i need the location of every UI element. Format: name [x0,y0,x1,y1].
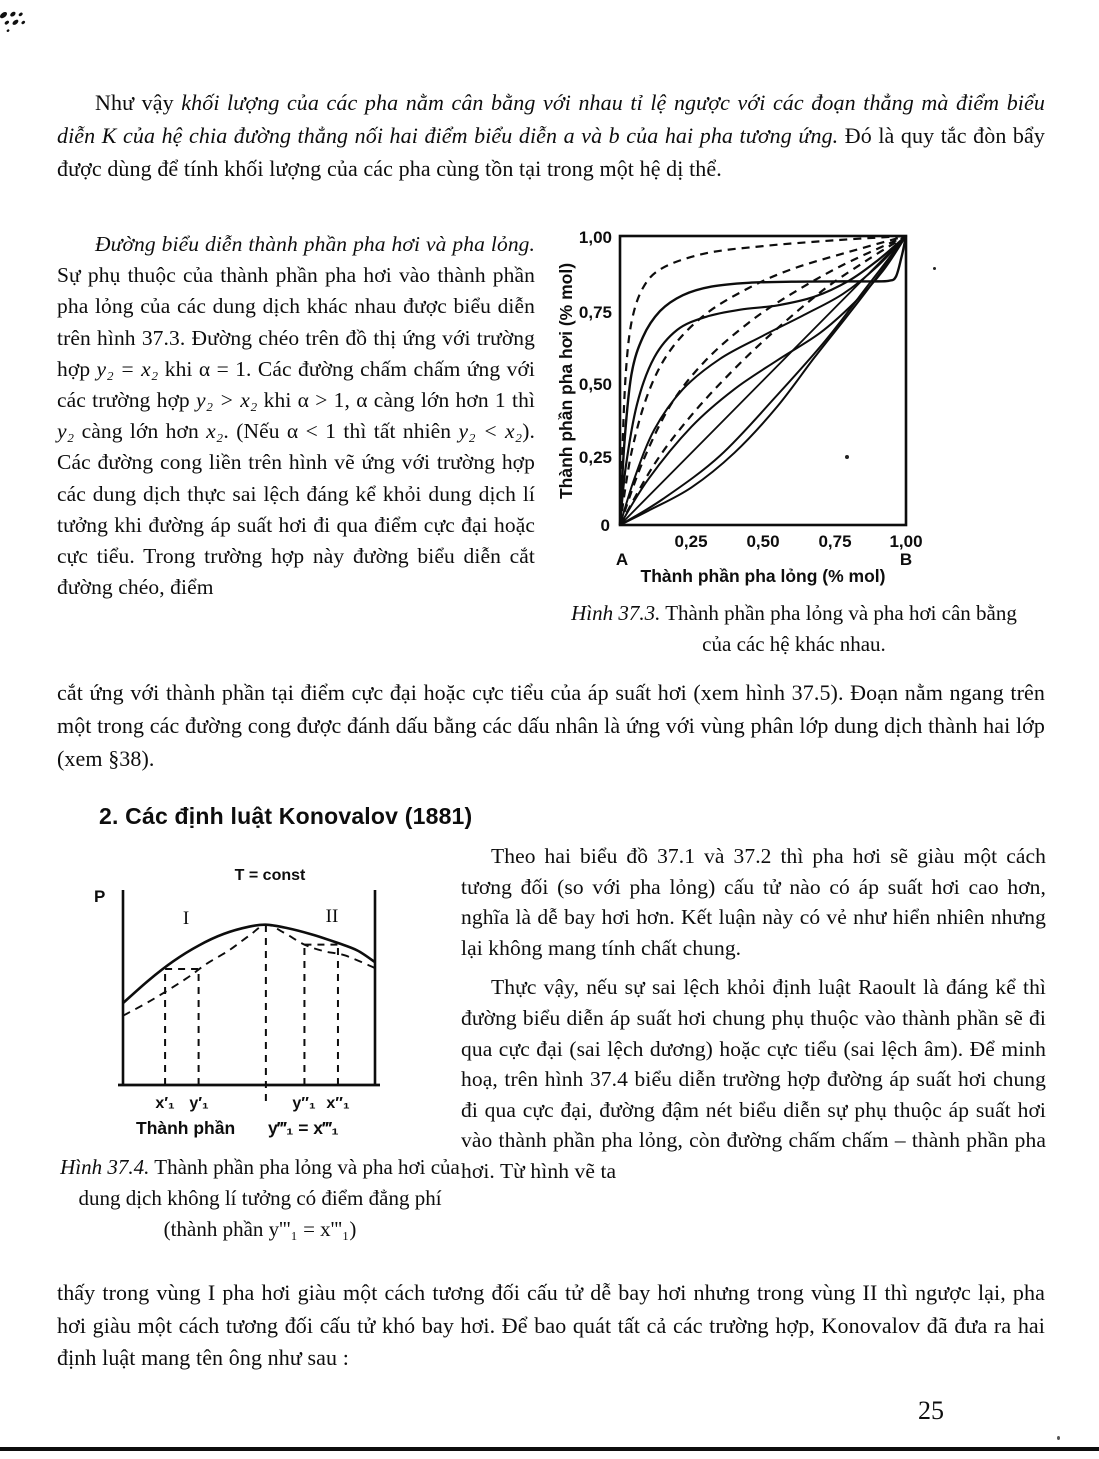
temperature-constant-label: T = const [234,867,306,884]
scan-dot-artifact [1057,1436,1060,1440]
x1-dprime-label: x″₁ [326,1095,350,1112]
pressure-axis-label: P [94,887,106,906]
raoult-deviation-paragraph: Thực vậy, nếu sự sai lệch khỏi định luật Raoult là đáng kể thì đường biểu diễn áp suất hơi chung phụ thuộc vào thành phần sẽ đi qua cực đại (sai lệch dương) hoặc cực tiểu (sai lệch âm). Để minh hoạ, trên hình 37.4 biểu diễn trường hợp đường áp suất hơi chung đi qua cực đại, đường đậm nét biểu diễn sự phụ thuộc áp suất hơi vào thành phần pha lỏng, còn đường chấm chấm – thành phần pha hơi. Từ hình vẽ ta [461,975,1046,1183]
figure-37-4-chart [58,858,458,1148]
scan-dot-artifact [933,267,936,270]
region-i-label: I [182,908,190,929]
y-tick: 0,50 [578,375,612,394]
lever-rule-paragraph: Như vậy khối lượng của các pha nằm cân bằng với nhau tỉ lệ ngược với các đoạn thẳng mà điểm biểu diễn K của hệ chia đường thẳng nối hai điểm biểu diễn a và b của hai pha tương ứng. Đó là quy tắc đòn bẩy được dùng để tính khối lượng của các pha cùng tồn tại trong một hệ dị thể. [57,90,1045,181]
bottom-paragraph: thấy trong vùng I pha hơi giàu một cách tương đối cấu tử dễ bay hơi nhưng trong vùng II thì ngược lại, pha hơi giàu một cách tương đối cấu tử khó bay hơi. Để bao quát tất cả các trường hợp, Konovalov đã đưa ra hai định luật mang tên ông như sau : [57,1280,1045,1370]
component-a-label: A [615,550,629,569]
section-heading: 2. Các định luật Konovalov (1881) [99,803,473,829]
component-b-label: B [899,550,913,569]
scan-smudge-artifact [0,0,70,70]
bottom-rule [0,1447,1099,1451]
azeotrope-composition-note: y‴₁ = x‴₁ [268,1118,339,1138]
x-tick: 0,50 [746,532,780,551]
figure-37-3-caption: Hình 37.3. Thành phần pha lỏng và pha hơi cân bằng của các hệ khác nhau. [571,601,1017,656]
right-column [461,841,1046,1187]
figure-37-4 [58,858,463,1153]
figure-37-3 [548,226,1048,593]
x-axis-label: Thành phần pha lỏng (% mol) [640,566,886,586]
scan-dot-artifact [845,455,849,459]
x1-prime-label: x′₁ [155,1095,175,1112]
figure-37-3-chart [548,226,948,588]
y-tick: 1,00 [578,228,612,247]
y-tick: 0,75 [578,303,612,322]
vapor-liquid-composition-paragraph: Đường biểu diễn thành phần pha hơi và pha lỏng. Sự phụ thuộc của thành phần pha hơi vào thành phần pha lỏng của các dung dịch khác nhau được biểu diễn trên hình 37.3. Đường chéo trên đồ thị ứng với trường hợp y₂ = x₂ khi α = 1. Các đường chấm chấm ứng với các trường hợp y₂ > x₂ khi α > 1, α càng lớn hơn 1 thì y₂ càng lớn hơn x₂. (Nếu α < 1 thì tất nhiên y₂ < x₂). Các đường cong liền trên hình vẽ ứng với trường hợp các dung dịch thực sai lệch đáng kể khỏi dung dịch lí tưởng khi đường áp suất hơi đi qua điểm cực đại hoặc cực tiểu. Trong trường hợp này đường biểu diễn cắt đường chéo, điểm [57,232,535,600]
pressure-composition-curves [123,925,375,1101]
y-tick: 0,25 [578,448,612,467]
figure-37-4-caption: Hình 37.4. Thành phần pha lỏng và pha hơi của dung dịch không lí tưởng có điểm đẳng phí (thành phần y'''₁ = x'''₁) [60,1155,460,1241]
x-tick: 1,00 [889,532,923,551]
x-tick: 0,25 [674,532,708,551]
region-ii-label: II [325,906,339,927]
y1-prime-label: y′₁ [189,1095,209,1112]
y-axis-label: Thành phần pha hơi (% mol) [556,262,576,500]
x-tick: 0,75 [818,532,852,551]
composition-axis-label: Thành phần [136,1118,236,1138]
page-number: 25 [918,1396,944,1425]
y1-dprime-label: y″₁ [292,1095,316,1112]
equilibrium-curves [620,236,906,525]
y-tick: 0 [600,516,610,535]
konovalov-intro-paragraph: Theo hai biểu đồ 37.1 và 37.2 thì pha hơi sẽ giàu một cách tương đối (so với pha lỏng) cấu tử nào có áp suất hơi cao hơn, nghĩa là dễ bay hơi hơn. Kết luận này có vẻ như hiển nhiên nhưng lại không mang tính chất chung. [461,844,1046,960]
continuation-paragraph: cắt ứng với thành phần tại điểm cực đại hoặc cực tiểu của áp suất hơi (xem hình 37.5). Đoạn nằm ngang trên một trong các đường cong được đánh dấu bằng các dấu nhân là ứng với vùng phân lớp dung dịch thành hai lớp (xem §38). [57,680,1045,771]
